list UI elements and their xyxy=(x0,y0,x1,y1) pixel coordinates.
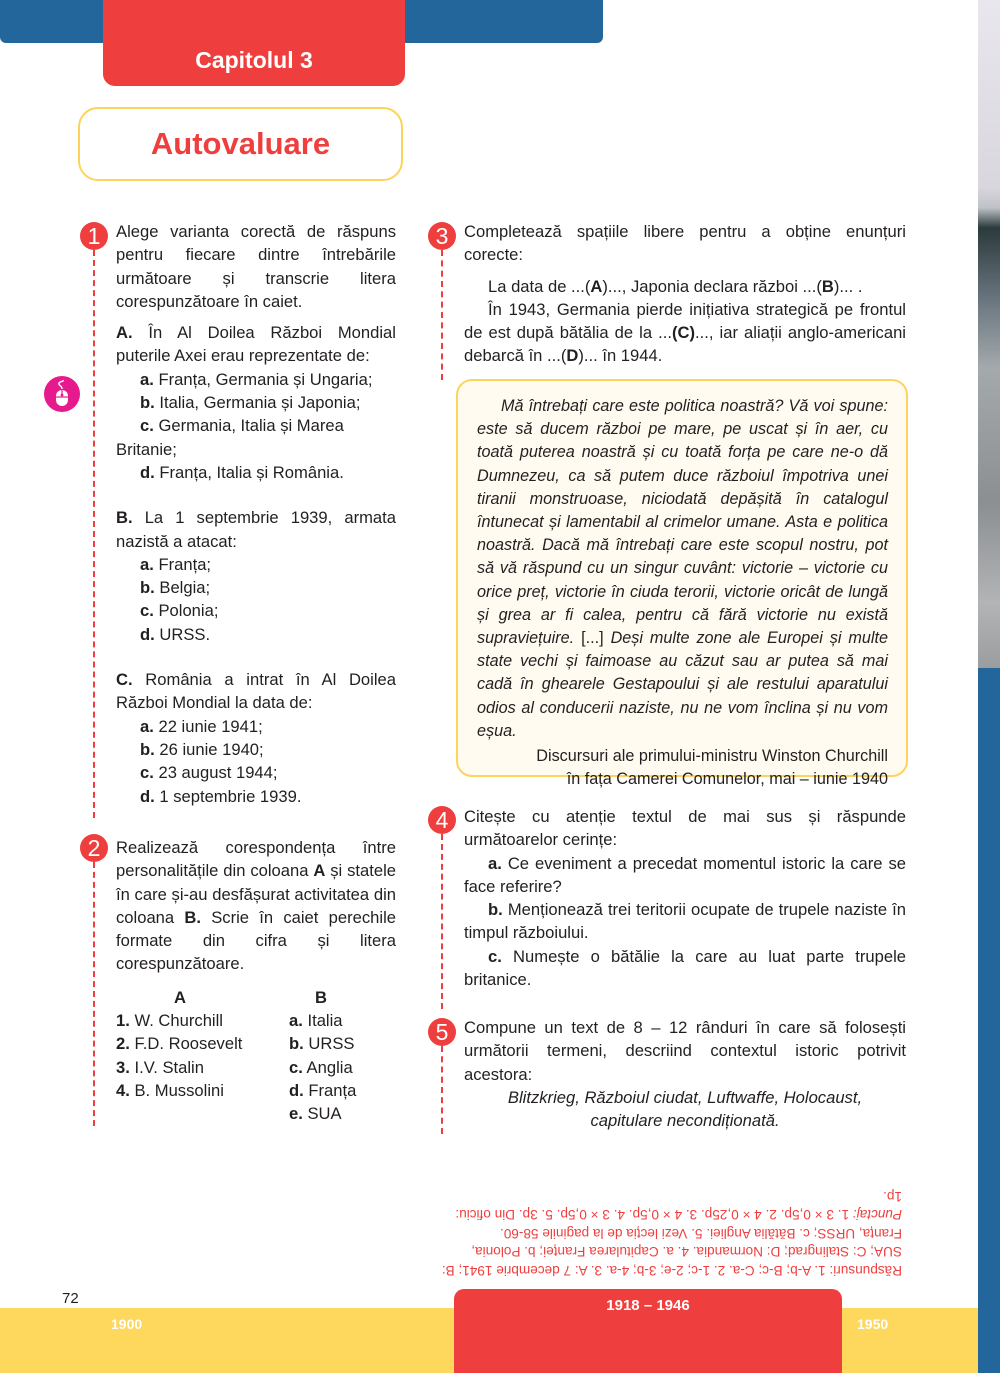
answers-text: Răspunsuri: 1. A-b; B-c; C-a. 2. 1-c; 2-e; 3-b; 4-a. 3. A: 7 decembrie 1941; B: SUA; C: Stalingrad; D: Normandia. 4. a. Capitularea Franței; b. Polonia, Franța, URSS; c. Bătălia Angliei. 5. Vezi lecția de la paginile 58-60. xyxy=(441,1225,902,1278)
question-b: B. La 1 septembrie 1939, armata nazistă a atacat: xyxy=(116,508,396,551)
page-title-box xyxy=(78,107,403,181)
exercise-2-instruction: Realizează corespondența între personalitățile din coloana A și statele în care și-au desfășurat activitatea din coloana B. Scrie în caiet perechile formate din cifra și litera corespunzătoare. xyxy=(116,838,396,974)
exercise-number: 4 xyxy=(435,806,449,833)
column-a-item: 2. F.D. Roosevelt xyxy=(116,1034,243,1054)
exercise-2 xyxy=(116,836,396,1126)
option: b. Italia, Germania și Japonia; xyxy=(140,393,361,413)
option: d. URSS. xyxy=(140,624,211,644)
question-c: C. România a intrat în Al Doilea Război Mondial la data de: xyxy=(116,670,396,713)
matching-table xyxy=(116,986,396,1126)
column-a-item: 1. W. Churchill xyxy=(116,1011,223,1031)
question-a xyxy=(116,321,396,368)
chapter-tab xyxy=(103,0,405,86)
option: a. Franța; xyxy=(140,554,212,574)
exercise-5-badge xyxy=(428,1018,456,1046)
exercise-1-dashed-line xyxy=(93,250,95,818)
terms-list: Blitzkrieg, Războiul ciudat, Luftwaffe, Holocaust, capitulare necondiționată. xyxy=(507,1087,863,1131)
option: d. 1 septembrie 1939. xyxy=(140,786,302,806)
exercise-number: 5 xyxy=(435,1018,449,1045)
option: b. Belgia; xyxy=(140,578,211,598)
option: b. 26 iunie 1940; xyxy=(140,739,264,759)
exercise-1-instruction: Alege varianta corectă de răspuns pentru fiecare dintre întrebările următoare și transcrie litera corespunzătoare în caiet. xyxy=(116,222,396,311)
option: d. Franța, Italia și România. xyxy=(140,462,344,482)
exercise-3-dashed-line xyxy=(441,250,443,380)
exercise-5 xyxy=(464,1016,906,1132)
column-b-item: b. URSS xyxy=(289,1034,355,1054)
column-b-header: B xyxy=(315,987,327,1007)
exercise-5-dashed-line xyxy=(441,1046,443,1134)
computer-mouse-icon xyxy=(44,376,80,412)
requirement: c. Numește o bătălie la care au luat parte trupele britanice. xyxy=(464,946,906,990)
quote-source: Discursuri ale primului-ministru Winston Churchill în fața Camerei Comunelor, mai – iunie 1940 xyxy=(536,747,888,789)
timeline-period xyxy=(454,1289,842,1373)
requirement: b. Menționează trei teritorii ocupate de trupele naziste în timpul războiului. xyxy=(464,900,906,943)
question-letter: A. xyxy=(116,323,133,343)
page-title: Autovaluare xyxy=(150,126,331,161)
exercise-number: 2 xyxy=(87,834,101,861)
option: a. 22 iunie 1941; xyxy=(140,716,263,736)
exercise-1 xyxy=(116,220,396,808)
exercise-3-instruction: Completează spațiile libere pentru a obține enunțuri corecte: xyxy=(464,222,906,265)
option: a. Franța, Germania și Ungaria; xyxy=(140,369,373,389)
page-number: 72 xyxy=(62,1290,79,1307)
quote-text: Mă întrebați care este politica noastră? Vă voi spune: este să ducem război pe mare, pe uscat și în aer, cu toată puterea noastră și cu toată forța pe care ne-o dă Dumnezeu, ca să putem duce războiul împotriva unei tiranii monstruoase, niciodată depășită în catalogul întunecat și lamentabil al crimelor umane. Asta e politica noastră. Dacă mă întrebați care este scopul nostru, pot să vă răspund cu un singur cuvânt: victorie – victorie cu orice preț, victorie în ciuda terorii, victorie oricât de lungă și grea ar fi calea, pentru că fără victorie nu există supraviețuire. [...] Deși multe zone ale Europei și multe state vechi și faimoase au căzut sau ar putea să mai cadă în ghearele Gestapoului și ale restului aparatului odios al conducerii naziste, nu ne vom înclina și nu vom eșua. xyxy=(477,397,889,740)
option: c. Germania, Italia și Marea Britanie; xyxy=(116,416,344,459)
fill-sentence-1: La data de ...(A)..., Japonia declara război ...(B)... . xyxy=(488,276,863,296)
chapter-label: Capitolul 3 xyxy=(195,47,313,73)
answer-key xyxy=(440,1186,902,1279)
exercise-1-badge xyxy=(80,222,108,250)
exercise-4-badge xyxy=(428,806,456,834)
edge-blue-strip xyxy=(978,668,1000,1373)
score-text: Punctaj: 1. 3 × 0,5p. 2. 4 × 0,25p. 3. 4 × 0,5p. 4. 3 × 0,5p. 5. 3p. Din oficiu: 1p. xyxy=(455,1188,902,1223)
exercise-4-dashed-line xyxy=(441,834,443,1009)
exercise-4-instruction: Citește cu atenție textul de mai sus și răspunde următoarelor cerințe: xyxy=(464,807,906,850)
column-a-header: A xyxy=(174,987,186,1007)
exercise-3 xyxy=(464,220,906,368)
exercise-4 xyxy=(464,805,906,991)
option: c. 23 august 1944; xyxy=(140,763,278,783)
column-a-item: 4. B. Mussolini xyxy=(116,1080,224,1100)
exercise-2-badge xyxy=(80,834,108,862)
column-b-item: a. Italia xyxy=(289,1011,343,1031)
exercise-2-dashed-line xyxy=(93,862,95,1126)
churchill-quote-box xyxy=(456,379,908,789)
exercise-5-instruction: Compune un text de 8 – 12 rânduri în care să folosești următorii termeni, descriind contextul istoric potrivit acestora: xyxy=(464,1018,906,1084)
timeline-end-year: 1950 xyxy=(857,1316,889,1332)
column-b-item: c. Anglia xyxy=(289,1057,353,1077)
column-b-item: e. SUA xyxy=(289,1104,342,1124)
requirement: a. Ce eveniment a precedat momentul istoric la care se face referire? xyxy=(464,853,906,896)
timeline-start-year: 1900 xyxy=(111,1316,143,1332)
period-label: 1918 – 1946 xyxy=(606,1297,690,1314)
exercise-number: 1 xyxy=(87,222,101,249)
exercise-3-badge xyxy=(428,222,456,250)
exercise-number: 3 xyxy=(435,222,449,249)
column-a-item: 3. I.V. Stalin xyxy=(116,1057,204,1077)
column-b-item: d. Franța xyxy=(289,1080,357,1100)
edge-photo xyxy=(978,0,1000,670)
fill-sentence-2: În 1943, Germania pierde inițiativa strategică pe frontul de est după bătălia de la ...(C)..., iar aliații anglo-americani debarcă în ...(D)... în 1944. xyxy=(464,299,906,366)
question-text: În Al Doilea Război Mondial puterile Axei erau reprezentate de: xyxy=(116,323,396,366)
option: c. Polonia; xyxy=(140,601,219,621)
